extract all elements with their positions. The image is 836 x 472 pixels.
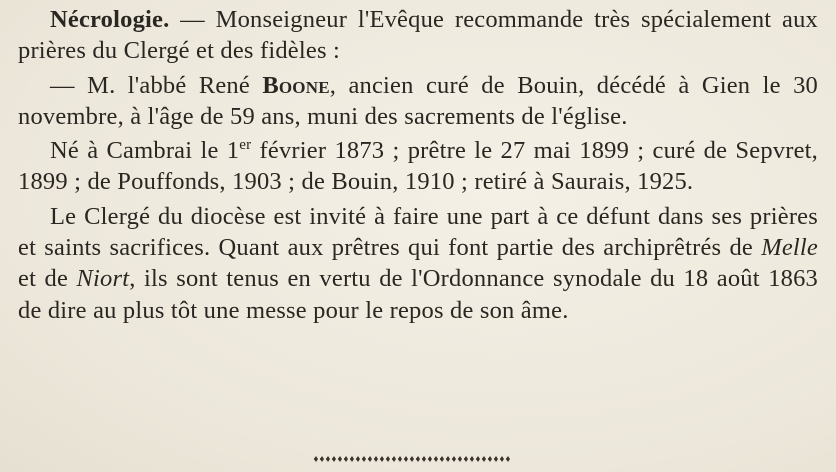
divider-ornament-mark bbox=[380, 456, 384, 462]
divider-ornament-mark bbox=[416, 456, 420, 462]
divider-ornament-mark bbox=[356, 456, 360, 462]
divider-ornament-mark bbox=[314, 456, 318, 462]
divider-ornament-mark bbox=[374, 456, 378, 462]
divider-ornament-mark bbox=[476, 456, 480, 462]
divider-ornament-mark bbox=[452, 456, 456, 462]
entry-details: , ancien curé de Bouin, décédé à Gien le 30 novembre, à l'âge de 59 ans, muni des sacrements de l'église. bbox=[18, 71, 818, 130]
intro-paragraph bbox=[18, 4, 818, 67]
divider-ornament-mark bbox=[386, 456, 390, 462]
divider-ornament-mark bbox=[350, 456, 354, 462]
divider-ornament-mark bbox=[320, 456, 324, 462]
divider-ornament-mark bbox=[404, 456, 408, 462]
biography-paragraph bbox=[18, 135, 818, 198]
divider-ornament-mark bbox=[488, 456, 492, 462]
divider-ornament-mark bbox=[326, 456, 330, 462]
divider-ornament-mark bbox=[344, 456, 348, 462]
divider-ornament-mark bbox=[392, 456, 396, 462]
obituary-notice bbox=[18, 4, 818, 326]
invitation-text-1: Le Clergé du diocèse est invité à faire une part à ce défunt dans ses prières et saints sacrifices. Quant aux prêtres qui font partie des archiprêtrés de bbox=[18, 202, 818, 262]
divider-ornament-mark bbox=[494, 456, 498, 462]
divider-ornament-mark bbox=[464, 456, 468, 462]
ornamental-divider bbox=[312, 453, 514, 465]
archpriesthood-niort: Niort bbox=[76, 265, 130, 293]
divider-ornament-mark bbox=[446, 456, 450, 462]
archpriesthood-melle: Melle bbox=[761, 234, 818, 262]
divider-ornament-mark bbox=[362, 456, 366, 462]
divider-ornament-mark bbox=[470, 456, 474, 462]
divider-ornament-mark bbox=[434, 456, 438, 462]
divider-ornament-mark bbox=[500, 456, 504, 462]
career-text: février 1873 ; prêtre le 27 mai 1899 ; curé de Sepvret, 1899 ; de Pouffonds, 1903 ; de Bouin, 1910 ; retiré à Saurais, 1925. bbox=[18, 137, 819, 196]
ordinal-superscript: er bbox=[239, 137, 252, 154]
entry-prefix: — M. l'abbé René bbox=[50, 71, 263, 99]
divider-ornament-mark bbox=[440, 456, 444, 462]
birth-text: Né à Cambrai le 1 bbox=[50, 137, 240, 165]
divider-ornament-mark bbox=[428, 456, 432, 462]
divider-ornament-mark bbox=[398, 456, 402, 462]
deceased-surname: Boone bbox=[262, 71, 330, 99]
divider-ornament-mark bbox=[482, 456, 486, 462]
invitation-text-2: et de bbox=[18, 265, 77, 293]
divider-ornament-mark bbox=[410, 456, 414, 462]
divider-ornament-mark bbox=[422, 456, 426, 462]
invitation-paragraph bbox=[18, 201, 818, 326]
divider-ornament-mark bbox=[368, 456, 372, 462]
divider-ornament-mark bbox=[338, 456, 342, 462]
divider-ornament-mark bbox=[458, 456, 462, 462]
invitation-text-3: , ils sont tenus en vertu de l'Ordonnance synodale du 18 août 1863 de dire au plus tôt une messe pour le repos de son âme. bbox=[18, 265, 818, 324]
divider-ornament-mark bbox=[332, 456, 336, 462]
entry-paragraph bbox=[18, 70, 818, 133]
divider-ornament-mark bbox=[506, 456, 510, 462]
intro-text: — Monseigneur l'Evêque recommande très spécialement aux prières du Clergé et des fidèles : bbox=[18, 6, 818, 65]
section-title: Nécrologie. bbox=[50, 6, 170, 33]
